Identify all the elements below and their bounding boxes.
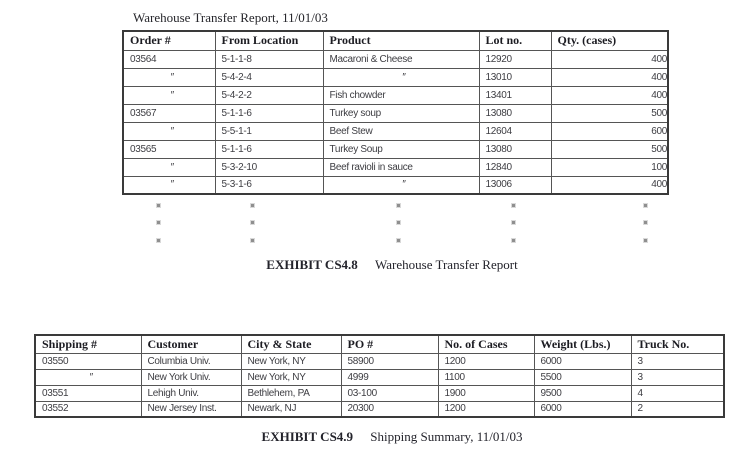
transfer-report-title: Warehouse Transfer Report, 11/01/03 bbox=[133, 10, 328, 25]
table-row bbox=[123, 158, 668, 176]
table-cell: 5-1-1-8 bbox=[215, 50, 323, 68]
column-header: No. of Cases bbox=[438, 335, 534, 353]
header-row bbox=[35, 335, 724, 353]
table-row bbox=[35, 369, 724, 385]
column-header: Order # bbox=[123, 31, 215, 50]
table-cell: 03565 bbox=[123, 140, 215, 158]
ellipsis-dot bbox=[157, 204, 160, 207]
table-cell: 500 bbox=[551, 104, 668, 122]
table-cell: 400 bbox=[551, 50, 668, 68]
table-cell: Beef Stew bbox=[323, 122, 479, 140]
table-cell: Turkey soup bbox=[323, 104, 479, 122]
table-cell: New Jersey Inst. bbox=[141, 401, 241, 417]
table-row bbox=[123, 122, 668, 140]
table-cell: 5-1-1-6 bbox=[215, 104, 323, 122]
ellipsis-dot bbox=[251, 221, 254, 224]
table-cell: 03552 bbox=[35, 401, 141, 417]
table-cell: New York Univ. bbox=[141, 369, 241, 385]
ellipsis-dot bbox=[644, 239, 647, 242]
ditto-cell: ″ bbox=[323, 176, 479, 194]
table-cell: 58900 bbox=[341, 353, 438, 369]
ditto-cell: ″ bbox=[123, 86, 215, 104]
table-cell: 03564 bbox=[123, 50, 215, 68]
exhibit-cs4-8-text: Warehouse Transfer Report bbox=[375, 257, 518, 272]
ditto-cell: ″ bbox=[123, 176, 215, 194]
ellipsis-dot bbox=[251, 204, 254, 207]
table-cell: 5-4-2-4 bbox=[215, 68, 323, 86]
ditto-cell: ″ bbox=[35, 369, 141, 385]
ellipsis-dot bbox=[397, 204, 400, 207]
column-header: Shipping # bbox=[35, 335, 141, 353]
table-cell: 5-4-2-2 bbox=[215, 86, 323, 104]
exhibit-cs4-9-label: EXHIBIT CS4.9 bbox=[261, 429, 354, 444]
ditto-cell: ″ bbox=[123, 158, 215, 176]
table-cell: 12840 bbox=[479, 158, 551, 176]
table-cell: Lehigh Univ. bbox=[141, 385, 241, 401]
warehouse-transfer-table bbox=[122, 30, 669, 195]
table-cell: 1200 bbox=[438, 353, 534, 369]
table-cell: 5-1-1-6 bbox=[215, 140, 323, 158]
table-cell: 13010 bbox=[479, 68, 551, 86]
column-header: Truck No. bbox=[631, 335, 724, 353]
table-cell: New York, NY bbox=[241, 353, 341, 369]
ellipsis-dot bbox=[512, 221, 515, 224]
table-cell: 2 bbox=[631, 401, 724, 417]
ellipsis-dot bbox=[512, 204, 515, 207]
table-cell: Bethlehem, PA bbox=[241, 385, 341, 401]
table-row bbox=[35, 353, 724, 369]
table-cell: 13401 bbox=[479, 86, 551, 104]
ellipsis-dot bbox=[644, 221, 647, 224]
column-header: Customer bbox=[141, 335, 241, 353]
ellipsis-dot bbox=[397, 239, 400, 242]
table-cell: 03551 bbox=[35, 385, 141, 401]
column-header: From Location bbox=[215, 31, 323, 50]
table-cell: 1200 bbox=[438, 401, 534, 417]
ditto-cell: ″ bbox=[123, 68, 215, 86]
table-cell: New York, NY bbox=[241, 369, 341, 385]
table-cell: 9500 bbox=[534, 385, 631, 401]
header-row bbox=[123, 31, 668, 50]
table-row bbox=[123, 176, 668, 194]
table-cell: 600 bbox=[551, 122, 668, 140]
ellipsis-dot bbox=[644, 204, 647, 207]
table-cell: 3 bbox=[631, 369, 724, 385]
column-header: Product bbox=[323, 31, 479, 50]
ditto-cell: ″ bbox=[123, 122, 215, 140]
table-cell: 4 bbox=[631, 385, 724, 401]
ellipsis-dot bbox=[157, 239, 160, 242]
table-row bbox=[35, 385, 724, 401]
table-cell: 20300 bbox=[341, 401, 438, 417]
exhibit-cs4-9-caption bbox=[0, 429, 752, 445]
table-cell: 100 bbox=[551, 158, 668, 176]
table-cell: 500 bbox=[551, 140, 668, 158]
table-row bbox=[123, 140, 668, 158]
table-cell: Columbia Univ. bbox=[141, 353, 241, 369]
ditto-cell: ″ bbox=[323, 68, 479, 86]
column-header: Lot no. bbox=[479, 31, 551, 50]
table-row bbox=[123, 50, 668, 68]
ellipsis-dot bbox=[157, 221, 160, 224]
table-cell: 6000 bbox=[534, 401, 631, 417]
table-cell: 1100 bbox=[438, 369, 534, 385]
table-cell: 03-100 bbox=[341, 385, 438, 401]
table-cell: Fish chowder bbox=[323, 86, 479, 104]
exhibit-cs4-9-text: Shipping Summary, 11/01/03 bbox=[370, 429, 523, 444]
table-cell: 1900 bbox=[438, 385, 534, 401]
table-cell: Turkey Soup bbox=[323, 140, 479, 158]
table-cell: 12604 bbox=[479, 122, 551, 140]
column-header: City & State bbox=[241, 335, 341, 353]
table-cell: 400 bbox=[551, 176, 668, 194]
column-header: Weight (Lbs.) bbox=[534, 335, 631, 353]
table-cell: 13006 bbox=[479, 176, 551, 194]
table-row bbox=[123, 68, 668, 86]
table-cell: 400 bbox=[551, 86, 668, 104]
table-cell: 12920 bbox=[479, 50, 551, 68]
ellipsis-dot bbox=[512, 239, 515, 242]
table-cell: 5-3-2-10 bbox=[215, 158, 323, 176]
table-cell: Macaroni & Cheese bbox=[323, 50, 479, 68]
table-cell: 03567 bbox=[123, 104, 215, 122]
exhibit-cs4-8-caption bbox=[0, 257, 752, 273]
table-cell: 5-3-1-6 bbox=[215, 176, 323, 194]
table-cell: 03550 bbox=[35, 353, 141, 369]
table-row bbox=[123, 86, 668, 104]
table-cell: Beef ravioli in sauce bbox=[323, 158, 479, 176]
table-row bbox=[123, 104, 668, 122]
table-row bbox=[35, 401, 724, 417]
table-cell: 5500 bbox=[534, 369, 631, 385]
table-cell: Newark, NJ bbox=[241, 401, 341, 417]
column-header: Qty. (cases) bbox=[551, 31, 668, 50]
column-header: PO # bbox=[341, 335, 438, 353]
ellipsis-dot bbox=[397, 221, 400, 224]
table-cell: 13080 bbox=[479, 140, 551, 158]
table-cell: 3 bbox=[631, 353, 724, 369]
table-cell: 5-5-1-1 bbox=[215, 122, 323, 140]
shipping-summary-table bbox=[34, 334, 725, 418]
table-cell: 13080 bbox=[479, 104, 551, 122]
exhibit-cs4-8-label: EXHIBIT CS4.8 bbox=[266, 257, 358, 272]
table-cell: 4999 bbox=[341, 369, 438, 385]
table-cell: 6000 bbox=[534, 353, 631, 369]
ellipsis-dot bbox=[251, 239, 254, 242]
table-cell: 400 bbox=[551, 68, 668, 86]
